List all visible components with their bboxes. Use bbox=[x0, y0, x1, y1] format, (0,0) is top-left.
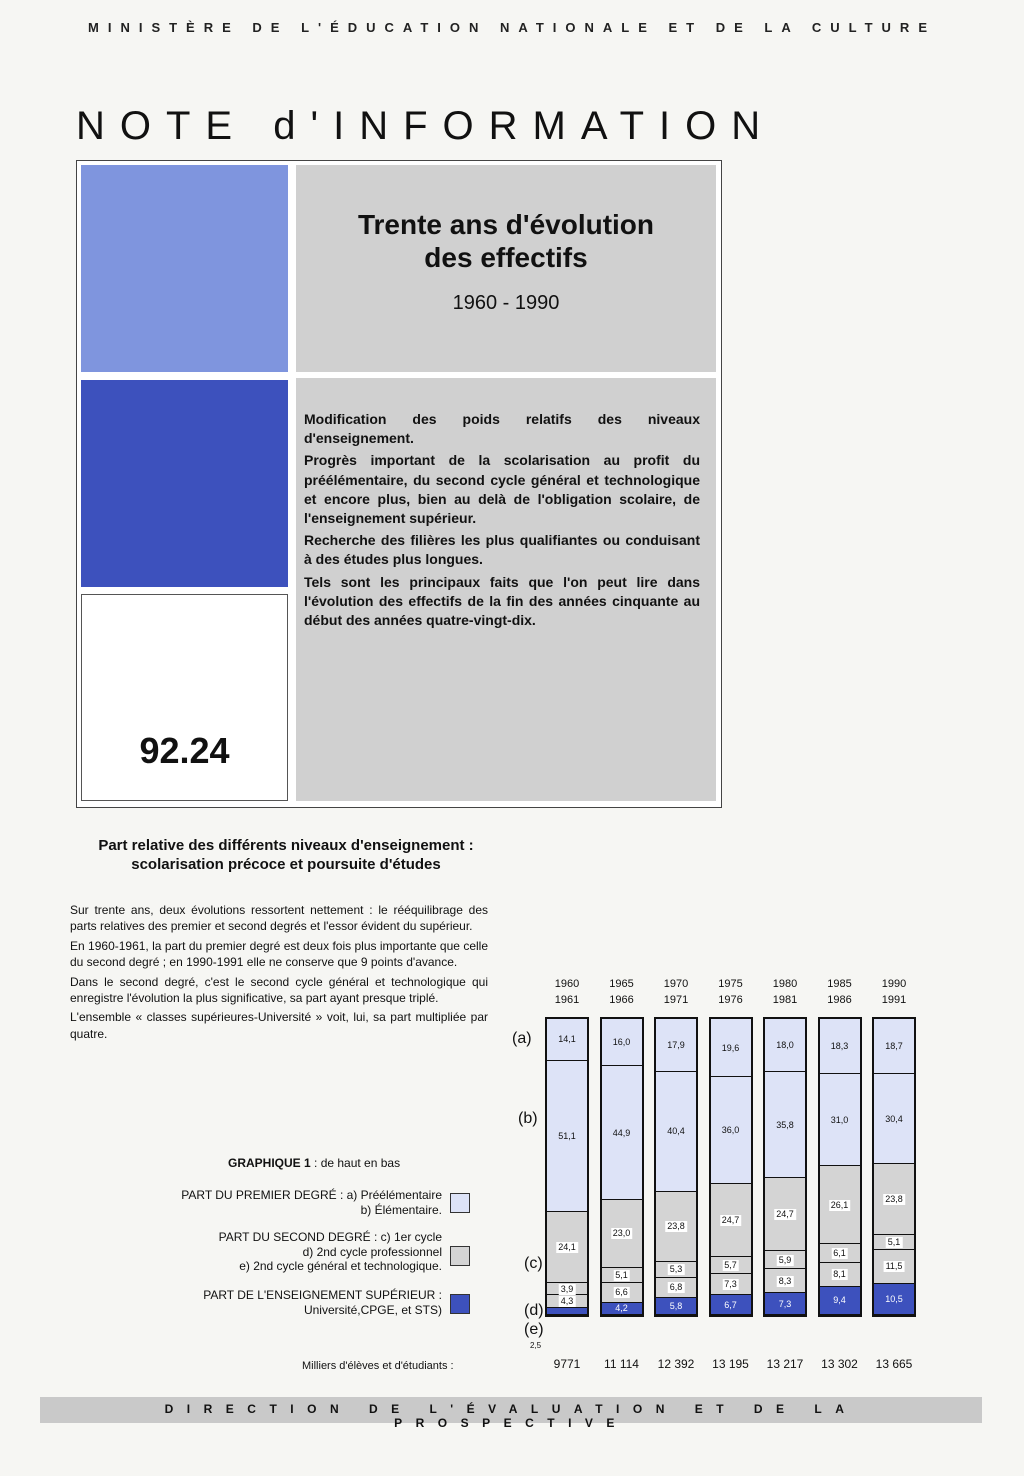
bar-segment-e bbox=[547, 1295, 587, 1308]
bar-segment-a bbox=[874, 1019, 914, 1074]
bar-segment-b bbox=[874, 1074, 914, 1164]
bar-segment-c bbox=[602, 1200, 642, 1268]
stacked-bar bbox=[763, 1017, 807, 1317]
bar-segment-d bbox=[547, 1283, 587, 1295]
segment-value-label: 8,3 bbox=[778, 1275, 792, 1286]
segment-value-label: 17,9 bbox=[667, 1039, 685, 1050]
total-label: 9771 bbox=[553, 1357, 581, 1371]
letter-d: (d) bbox=[524, 1302, 544, 1319]
bar-segment-sup bbox=[602, 1303, 642, 1315]
stacked-bar bbox=[709, 1017, 753, 1317]
bar-segment-a bbox=[602, 1019, 642, 1066]
segment-value-label: 11,5 bbox=[885, 1261, 903, 1272]
main-title-line2: des effectifs bbox=[424, 242, 588, 273]
bar-segment-e bbox=[711, 1274, 751, 1296]
bar-segment-e bbox=[765, 1269, 805, 1294]
bar-segment-a bbox=[547, 1019, 587, 1061]
segment-value-label: 40,4 bbox=[667, 1126, 685, 1137]
bar-segment-e bbox=[602, 1283, 642, 1303]
body-paragraph: En 1960-1961, la part du premier degré est deux fois plus importante que celle du second degré ; en 1990-1991 elle ne conserve que 9 points d'avance. bbox=[70, 938, 488, 970]
segment-value-label: 18,3 bbox=[830, 1040, 849, 1051]
bar-segment-d bbox=[874, 1235, 914, 1250]
bar-segment-c bbox=[547, 1212, 587, 1283]
segment-value-label: 7,3 bbox=[778, 1298, 792, 1309]
totals-label: Milliers d'élèves et d'étudiants : bbox=[302, 1360, 454, 1372]
bar-segment-d bbox=[820, 1244, 860, 1262]
segment-value-label: 24,7 bbox=[721, 1214, 740, 1225]
section-title: Part relative des différents niveaux d'enseignement : scolarisation précoce et poursuite d'études bbox=[98, 837, 474, 873]
graph-caption bbox=[228, 1156, 400, 1170]
year-label: 1960 1961 bbox=[554, 978, 580, 1006]
bar-segment-b bbox=[547, 1061, 587, 1212]
stacked-bar bbox=[654, 1017, 698, 1317]
bar-segment-c bbox=[656, 1192, 696, 1262]
year-label: 1970 1971 bbox=[663, 978, 689, 1006]
bar-segment-b bbox=[711, 1077, 751, 1184]
main-title bbox=[296, 208, 716, 274]
bar-segment-sup bbox=[765, 1293, 805, 1315]
graph-caption-bold: GRAPHIQUE 1 bbox=[228, 1156, 311, 1170]
bar-segment-d bbox=[711, 1257, 751, 1274]
year-label: 1985 1986 bbox=[827, 978, 852, 1006]
segment-value-label: 18,0 bbox=[776, 1040, 794, 1051]
year-label: 1990 1991 bbox=[881, 978, 907, 1006]
dark-blue-block bbox=[81, 380, 288, 587]
body-paragraph: Sur trente ans, deux évolutions ressortent nettement : le rééquilibrage des parts relatives des premier et second degrés et l'essor évident du supérieur. bbox=[70, 903, 488, 934]
light-blue-block bbox=[81, 165, 288, 372]
total-label: 12 392 bbox=[657, 1357, 695, 1371]
total-label: 11 114 bbox=[604, 1357, 639, 1371]
segment-value-label: 6,1 bbox=[833, 1248, 846, 1259]
segment-value-label: 44,9 bbox=[612, 1127, 631, 1138]
segment-value-label: 35,8 bbox=[776, 1119, 794, 1130]
footer-text: DIRECTION DE L'ÉVALUATION ET DE LA PROSPECTIVE bbox=[164, 1402, 858, 1430]
note-title: NOTE d'INFORMATION bbox=[76, 104, 776, 148]
summary-paragraph: Recherche des filières les plus qualifiantes ou conduisant à des études plus longues. bbox=[304, 532, 700, 568]
segment-value-label: 23,8 bbox=[667, 1221, 685, 1232]
segment-value-label: 5,8 bbox=[669, 1300, 683, 1311]
legend-primary-swatch bbox=[450, 1193, 470, 1213]
segment-value-label: 36,0 bbox=[721, 1124, 740, 1135]
bar-segment-c bbox=[711, 1184, 751, 1257]
total-label: 13 665 bbox=[875, 1357, 913, 1371]
segment-value-label: 5,1 bbox=[615, 1269, 628, 1280]
bar-segment-b bbox=[765, 1072, 805, 1178]
segment-value-label: 30,4 bbox=[885, 1113, 903, 1124]
bar-segment-c bbox=[874, 1164, 914, 1234]
total-label: 13 302 bbox=[821, 1357, 858, 1371]
bar-segment-sup bbox=[656, 1298, 696, 1315]
segment-value-label: 51,1 bbox=[558, 1130, 576, 1141]
bar-segment-sup bbox=[547, 1308, 587, 1315]
summary-paragraph: Progrès important de la scolarisation au profit du préélémentaire, du second cycle général et technologique et encore plus, bien au delà de l'obligation scolaire, de l'enseignement supérieur. bbox=[304, 452, 700, 527]
stacked-bar-chart bbox=[530, 970, 920, 1380]
segment-value-label: 10,5 bbox=[885, 1293, 903, 1304]
bar-segment-d bbox=[656, 1262, 696, 1278]
summary-paragraph: Modification des poids relatifs des niveaux d'enseignement. bbox=[304, 411, 700, 447]
total-label: 13 195 bbox=[712, 1357, 749, 1371]
small-value-label: 2,5 bbox=[530, 1341, 542, 1350]
legend-secondary: PART DU SECOND DEGRÉ : c) 1er cycle d) 2nd cycle professionnel e) 2nd cycle général et technologique. bbox=[218, 1230, 442, 1273]
bar-segment-a bbox=[656, 1019, 696, 1072]
segment-value-label: 5,3 bbox=[669, 1264, 683, 1275]
segment-value-label: 18,7 bbox=[885, 1041, 903, 1052]
graph-caption-rest: : de haut en bas bbox=[310, 1156, 401, 1170]
stacked-bar bbox=[600, 1017, 644, 1317]
section-body bbox=[70, 902, 488, 1045]
bar-segment-e bbox=[874, 1250, 914, 1284]
segment-value-label: 5,9 bbox=[778, 1254, 792, 1265]
body-paragraph: L'ensemble « classes supérieures-Université » voit, lui, sa part multipliée par quatre. bbox=[70, 1010, 488, 1041]
main-title-line1: Trente ans d'évolution bbox=[357, 209, 655, 240]
letter-c: (c) bbox=[524, 1255, 543, 1272]
segment-value-label: 24,7 bbox=[776, 1209, 794, 1220]
bar-segment-a bbox=[765, 1019, 805, 1072]
segment-value-label: 23,8 bbox=[885, 1194, 903, 1205]
segment-value-label: 6,7 bbox=[724, 1299, 737, 1310]
bar-segment-b bbox=[602, 1066, 642, 1199]
segment-value-label: 14,1 bbox=[558, 1034, 576, 1045]
total-label: 13 217 bbox=[766, 1357, 804, 1371]
segment-value-label: 19,6 bbox=[721, 1042, 740, 1053]
summary-text bbox=[304, 410, 700, 633]
year-label: 1965 1966 bbox=[609, 978, 634, 1006]
bar-segment-b bbox=[820, 1074, 860, 1167]
bar-segment-sup bbox=[820, 1287, 860, 1315]
segment-value-label: 31,0 bbox=[830, 1114, 849, 1125]
letter-a: (a) bbox=[512, 1030, 532, 1047]
segment-value-label: 16,0 bbox=[612, 1037, 631, 1048]
legend-higher-swatch bbox=[450, 1294, 470, 1314]
legend-primary: PART DU PREMIER DEGRÉ : a) Préélémentaire b) Élémentaire. bbox=[181, 1188, 442, 1217]
bar-segment-e bbox=[820, 1263, 860, 1287]
stacked-bar bbox=[545, 1017, 589, 1317]
bar-segment-a bbox=[711, 1019, 751, 1077]
segment-value-label: 7,3 bbox=[724, 1278, 737, 1289]
segment-value-label: 24,1 bbox=[558, 1242, 576, 1253]
bar-segment-d bbox=[765, 1251, 805, 1268]
bar-segment-sup bbox=[711, 1295, 751, 1315]
letter-e: (e) bbox=[524, 1321, 544, 1338]
stacked-bar bbox=[872, 1017, 916, 1317]
segment-value-label: 23,0 bbox=[612, 1228, 631, 1239]
segment-value-label: 26,1 bbox=[830, 1199, 849, 1210]
summary-paragraph: Tels sont les principaux faits que l'on peut lire dans l'évolution des effectifs de la fin des années cinquante au début des années quatre-vingt-dix. bbox=[304, 573, 700, 629]
segment-value-label: 8,1 bbox=[833, 1269, 846, 1280]
segment-value-label: 6,8 bbox=[669, 1282, 683, 1293]
segment-value-label: 9,4 bbox=[833, 1295, 846, 1306]
body-paragraph: Dans le second degré, c'est le second cycle général et technologique qui enregistre l'évolution la plus significative, sa part ayant presque triplé. bbox=[70, 974, 488, 1006]
letter-b: (b) bbox=[518, 1110, 538, 1127]
segment-value-label: 4,3 bbox=[560, 1295, 574, 1306]
ministry-header: MINISTÈRE DE L'ÉDUCATION NATIONALE ET DE LA CULTURE bbox=[88, 20, 936, 35]
legend-higher: PART DE L'ENSEIGNEMENT SUPÉRIEUR : Université,CPGE, et STS) bbox=[203, 1288, 442, 1317]
bar-segment-c bbox=[820, 1166, 860, 1244]
bar-segment-b bbox=[656, 1072, 696, 1192]
bar-segment-e bbox=[656, 1278, 696, 1298]
segment-value-label: 5,1 bbox=[887, 1236, 901, 1247]
bar-segment-a bbox=[820, 1019, 860, 1074]
segment-value-label: 3,9 bbox=[560, 1283, 574, 1294]
year-label: 1975 1976 bbox=[718, 978, 743, 1006]
bar-segment-c bbox=[765, 1178, 805, 1251]
segment-value-label: 5,7 bbox=[724, 1259, 737, 1270]
year-label: 1980 1981 bbox=[772, 978, 798, 1006]
note-number: 92.24 bbox=[139, 730, 230, 771]
years-range: 1960 - 1990 bbox=[452, 292, 560, 314]
bar-segment-d bbox=[602, 1268, 642, 1283]
bar-segment-sup bbox=[874, 1284, 914, 1315]
stacked-bar bbox=[818, 1017, 862, 1317]
segment-value-label: 6,6 bbox=[615, 1287, 628, 1298]
legend-secondary-swatch bbox=[450, 1246, 470, 1266]
segment-value-label: 4,2 bbox=[615, 1303, 628, 1314]
